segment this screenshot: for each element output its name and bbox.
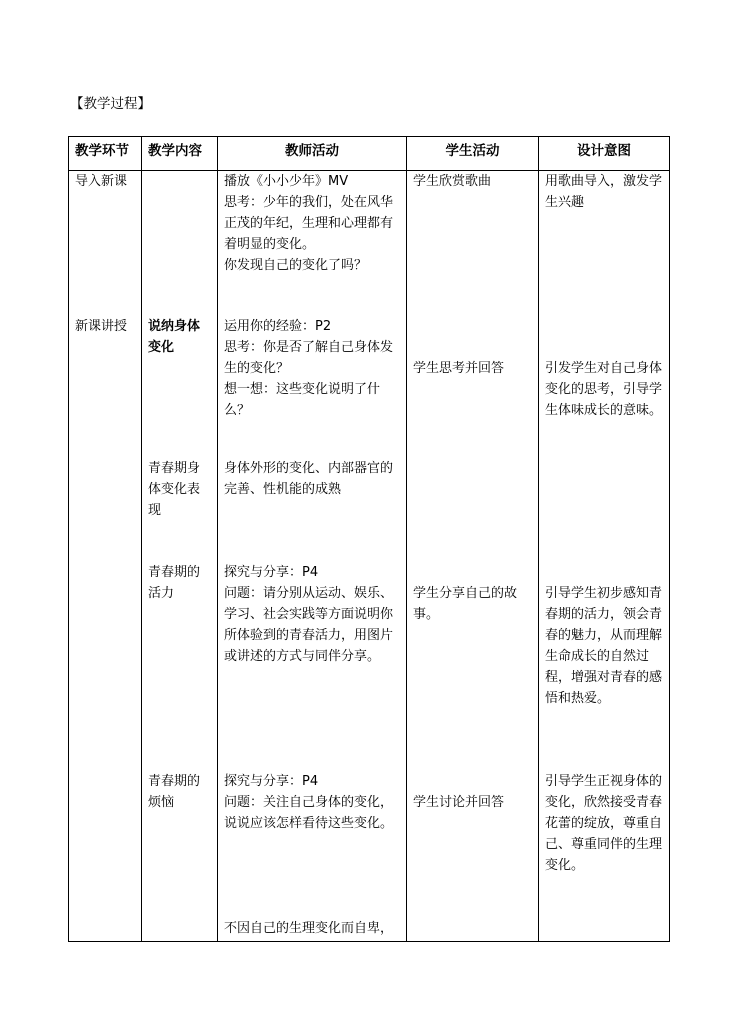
section-title: 【教学过程】 <box>70 96 151 112</box>
teacher-conclusion: 不因自己的生理变化而自卑， <box>224 921 394 936</box>
teacher-think-2: 思考：你是否了解自己身体发生的变化？ <box>224 340 394 376</box>
content-puberty-changes: 青春期身体变化表现 <box>148 461 201 518</box>
teacher-explore-1: 探究与分享：P4 <box>224 565 319 580</box>
intent-vitality: 引导学生初步感知青春期的活力，领会青春的魅力，从而理解生命成长的自然过程，增强对青春的感悟和热爱。 <box>545 586 663 706</box>
student-think-answer: 学生思考并回答 <box>413 361 505 376</box>
lesson-process-table <box>68 136 670 942</box>
intent-song-intro: 用歌曲导入，激发学生兴趣 <box>545 174 663 210</box>
content-puberty-vitality: 青春期的活力 <box>148 565 201 601</box>
teacher-question-3: 问题：关注自己身体的变化，说说应该怎样看待这些变化。 <box>224 795 394 831</box>
student-discuss-answer: 学生讨论并回答 <box>413 795 505 810</box>
header-design-intent: 设计意图 <box>539 137 670 171</box>
student-share-story: 学生分享自己的故事。 <box>413 586 518 622</box>
content-cell <box>142 171 218 942</box>
design-intent-cell <box>539 171 670 942</box>
student-activity-cell <box>407 171 539 942</box>
stage-intro: 导入新课 <box>75 174 128 189</box>
header-student-activity: 学生活动 <box>407 137 539 171</box>
teacher-reflect: 想一想：这些变化说明了什么？ <box>224 382 381 418</box>
teacher-think-1: 思考：少年的我们，处在风华正茂的年纪，生理和心理都有着明显的变化。 <box>224 195 394 252</box>
teacher-experience: 运用你的经验：P2 <box>224 319 332 334</box>
teacher-activity-cell <box>218 171 407 942</box>
stage-new-lesson: 新课讲授 <box>75 319 128 334</box>
teacher-play-mv: 播放《小小少年》MV <box>224 174 349 189</box>
content-puberty-troubles: 青春期的烦恼 <box>148 774 201 810</box>
table-header-row <box>69 137 670 171</box>
stage-cell <box>69 171 142 942</box>
intent-body-reflection: 引发学生对自己身体变化的思考，引导学生体味成长的意味。 <box>545 361 663 418</box>
teacher-question-1: 你发现自己的变化了吗？ <box>224 258 368 273</box>
teacher-changes-list: 身体外形的变化、内部器官的完善、性机能的成熟 <box>224 461 394 497</box>
header-stage: 教学环节 <box>69 137 142 171</box>
student-enjoy-song: 学生欣赏歌曲 <box>413 174 492 189</box>
teacher-explore-2: 探究与分享：P4 <box>224 774 319 789</box>
intent-face-changes: 引导学生正视身体的变化，欣然接受青春花蕾的绽放，尊重自己、尊重同伴的生理变化。 <box>545 774 663 873</box>
teacher-question-2: 问题：请分别从运动、娱乐、学习、社会实践等方面说明你所体验到的青春活力，用图片或讲述的方式与同伴分享。 <box>224 586 394 664</box>
table-body-row <box>69 171 670 942</box>
content-body-changes: 说纳身体变化 <box>148 319 201 355</box>
header-teacher-activity: 教师活动 <box>218 137 407 171</box>
header-content: 教学内容 <box>142 137 218 171</box>
